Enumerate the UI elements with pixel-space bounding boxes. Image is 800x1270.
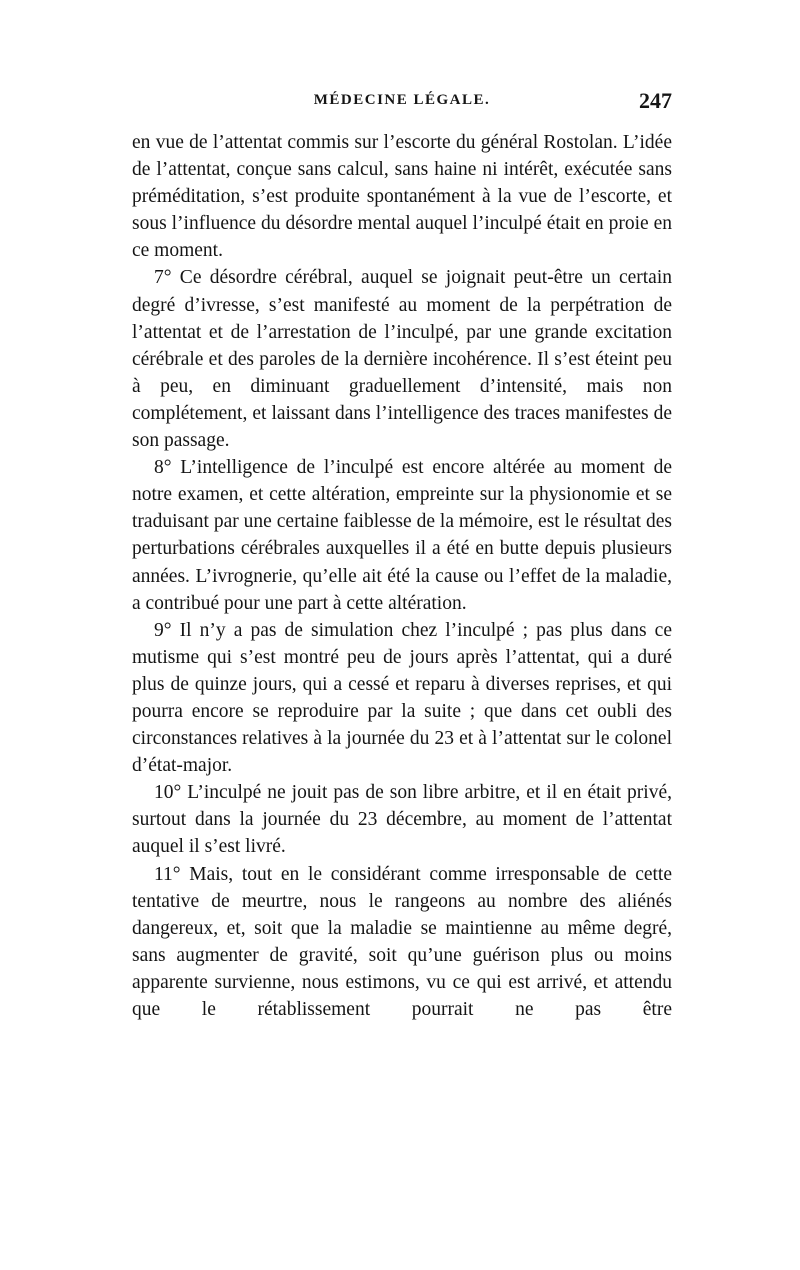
paragraph-continuation: en vue de l’attentat commis sur l’escorte du général Rostolan. L’idée de l’attentat, conçue sans calcul, sans haine ni intérêt, exécutée sans préméditation, s’est produite spontanément à la vue de l’escorte, et sous l’influence du désordre mental auquel l’inculpé était en proie en ce moment. [132,132,672,262]
running-title: MÉDECINE LÉGALE. [313,92,491,108]
paragraph-11: 11° Mais, tout en le considérant comme irresponsable de cette tentative de meurtre, nous le rangeons au nombre des aliénés dangereux, et, soit que la maladie se maintienne au même degré, sans augmenter de gravité, soit qu’une guérison plus ou moins apparente survienne, nous estimons, vu ce qui est arrivé, et attendu que le rétablissement pourrait ne pas être [132,863,672,1020]
page-number: 247 [639,88,672,113]
paragraph-7: 7° Ce désordre cérébral, auquel se joignait peut-être un certain degré d’ivresse, s’est manifesté au moment de la perpétration de l’attentat et de l’arrestation de l’inculpé, par une grande excitation cérébrale et des paroles de la dernière incohérence. Il s’est éteint peu à peu, en diminuant graduellement d’intensité, mais non complétement, et laissant dans l’intelligence des traces manifestes de son passage. [132,267,672,452]
body-text [132,129,672,1023]
paragraph-10: 10° L’inculpé ne jouit pas de son libre arbitre, et il en était privé, surtout dans la journée du 23 décembre, au moment de l’attentat auquel il s’est livré. [132,782,672,858]
paragraph-8: 8° L’intelligence de l’inculpé est encore altérée au moment de notre examen, et cette altération, empreinte sur la physionomie et se traduisant par une certaine faiblesse de la mémoire, est le résultat des perturbations cérébrales auxquelles il a été en butte depuis plusieurs années. L’ivrognerie, qu’elle ait été la cause ou l’effet de la maladie, a contribué pour une part à cette altération. [132,457,672,614]
paragraph-9: 9° Il n’y a pas de simulation chez l’inculpé ; pas plus dans ce mutisme qui s’est montré peu de jours après l’attentat, qui a duré plus de quinze jours, qui a cessé et reparu à diverses reprises, et qui pourra encore se reproduire par la suite ; que dans cet oubli des circonstances relatives à la journée du 23 et à l’attentat sur le colonel d’état-major. [132,619,672,777]
running-head [132,88,672,118]
